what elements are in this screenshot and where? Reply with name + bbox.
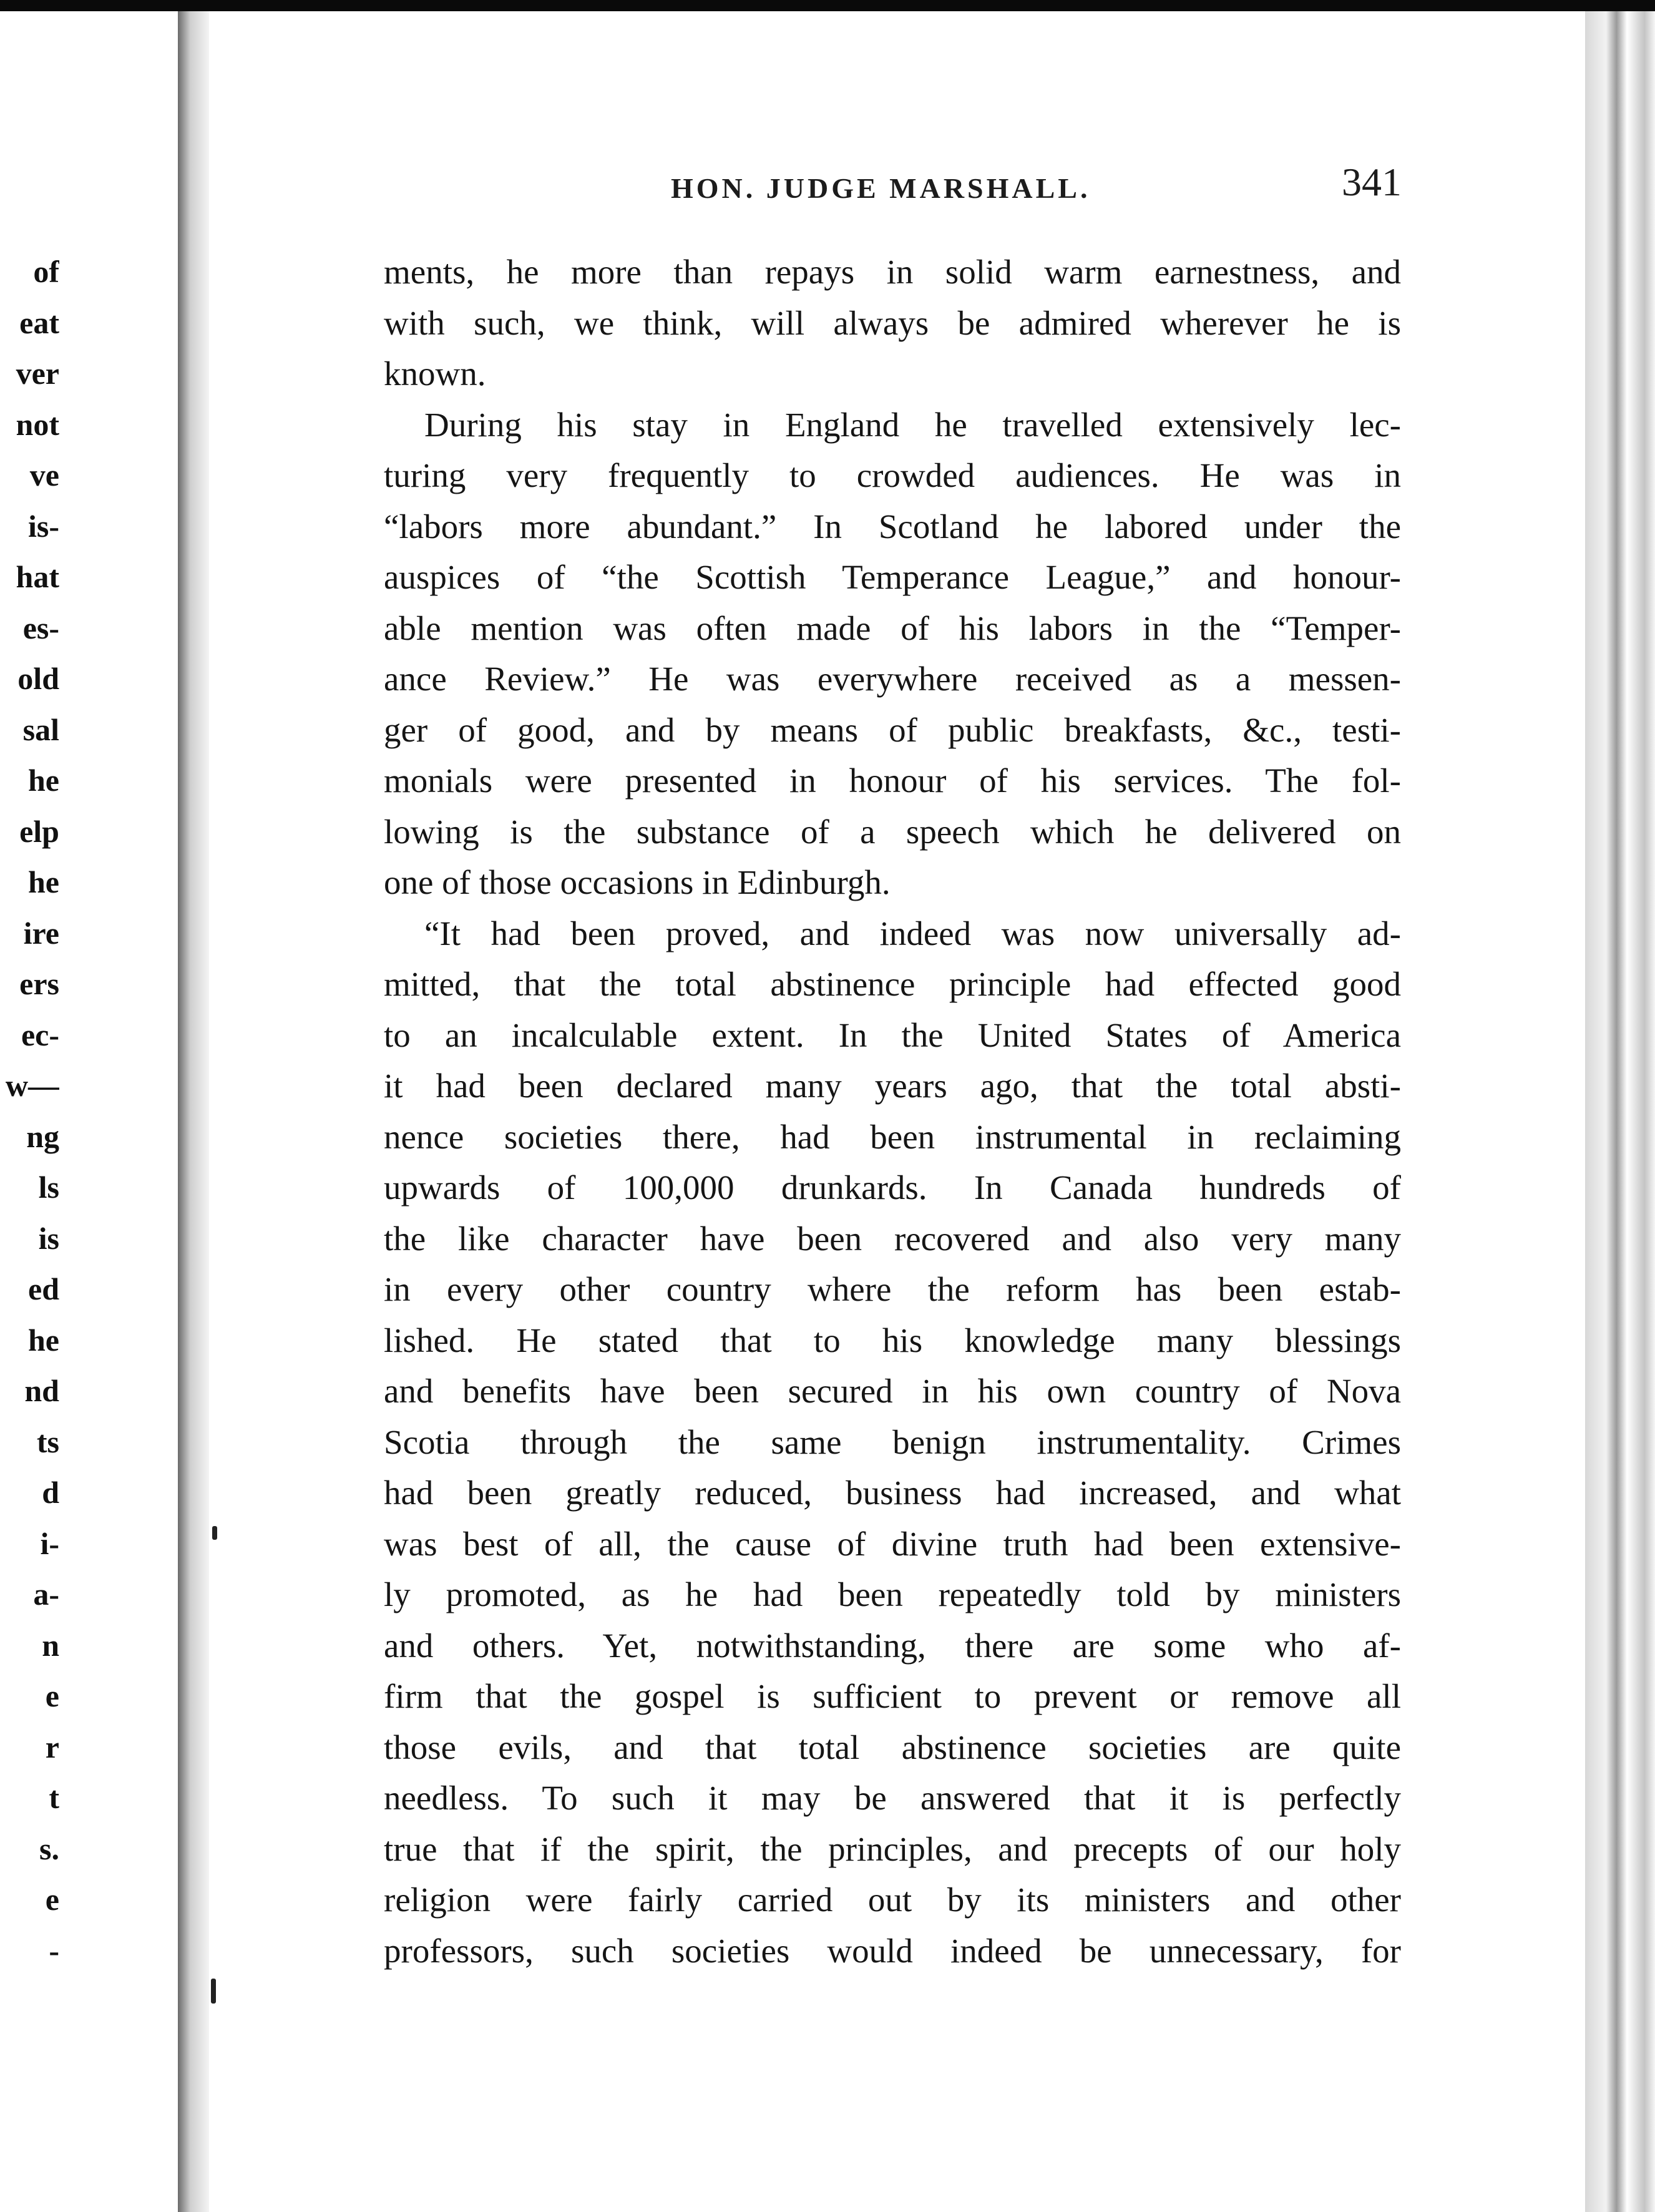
facing-page-fragment: he — [28, 1322, 59, 1358]
facing-page-fragment: e — [45, 1678, 59, 1713]
facing-page-fragment: nd — [24, 1373, 59, 1408]
facing-page-fragment: ers — [19, 966, 59, 1001]
text-line: nence societies there, had been instrumental in reclaiming — [384, 1117, 1401, 1156]
facing-page-fragment: ire — [23, 915, 59, 951]
facing-page-fragment: of — [33, 254, 59, 289]
text-line: the like character have been recovered and also very many — [384, 1219, 1401, 1258]
facing-page-fragment: a- — [33, 1577, 59, 1612]
facing-page-fragment: es- — [22, 610, 59, 645]
scan-top-border — [0, 0, 1655, 11]
facing-page-fragment: r — [45, 1729, 59, 1764]
facing-page-fragment: ver — [16, 356, 59, 391]
text-line: lished. He stated that to his knowledge many blessings — [384, 1321, 1401, 1359]
text-line: ance Review.” He was everywhere received as a messen- — [384, 660, 1401, 698]
text-line: firm that the gospel is sufficient to prevent or remove all — [384, 1677, 1401, 1715]
scan-speck — [211, 1979, 216, 2004]
text-line: monials were presented in honour of his services. The fol- — [384, 761, 1401, 800]
body-text — [384, 247, 1401, 1976]
text-line: true that if the spirit, the principles, and precepts of our holy — [384, 1829, 1401, 1868]
facing-page-fragment: w— — [5, 1068, 59, 1103]
text-line: mitted, that the total abstinence principle had effected good — [384, 965, 1401, 1003]
facing-page-fragment: n — [42, 1627, 59, 1663]
text-line: and benefits have been secured in his own country of Nova — [384, 1372, 1401, 1410]
text-line: lowing is the substance of a speech which he delivered on — [384, 812, 1401, 851]
facing-page-fragment: e — [45, 1882, 59, 1917]
page-edge-shadow — [1585, 11, 1655, 2212]
text-line: and others. Yet, notwithstanding, there are some who af- — [384, 1626, 1401, 1665]
facing-page-fragment: d — [42, 1475, 59, 1510]
text-line: turing very frequently to crowded audiences. He was in — [384, 456, 1401, 494]
text-line: in every other country where the reform has been estab- — [384, 1270, 1401, 1308]
scan-speck — [212, 1526, 217, 1540]
facing-page-fragment: ve — [29, 458, 59, 492]
facing-page-fragment: ed — [28, 1271, 59, 1306]
text-line: with such, we think, will always be admired wherever he is — [384, 303, 1401, 342]
text-line: one of those occasions in Edinburgh. — [384, 863, 891, 901]
facing-page-fragment: elp — [19, 813, 59, 849]
text-line: ments, he more than repays in solid warm earnestness, and — [384, 253, 1401, 291]
text-line: Scotia through the same benign instrumentality. Crimes — [384, 1422, 1401, 1461]
facing-page-fragment: - — [49, 1932, 59, 1968]
facing-page-fragment: old — [17, 661, 59, 696]
facing-page-fragment: he — [28, 763, 59, 798]
facing-page-fragment: ts — [36, 1424, 59, 1459]
facing-page-fragment: ls — [38, 1170, 59, 1205]
facing-page-fragments — [0, 247, 59, 1976]
facing-page-fragment: eat — [19, 305, 59, 340]
text-line: had been greatly reduced, business had increased, and what — [384, 1474, 1401, 1512]
text-line: upwards of 100,000 drunkards. In Canada hundreds of — [384, 1168, 1401, 1206]
facing-page-fragment: is- — [28, 508, 59, 544]
text-line: religion were fairly carried out by its ministers and other — [384, 1881, 1401, 1919]
text-line: “labors more abundant.” In Scotland he labored under the — [384, 507, 1401, 546]
page-number: 341 — [1342, 160, 1402, 204]
text-line: those evils, and that total abstinence societies are quite — [384, 1728, 1401, 1766]
facing-page-fragment: sal — [22, 712, 59, 747]
facing-page-fragment: is — [38, 1220, 59, 1256]
facing-page-fragment: ec- — [21, 1017, 59, 1052]
facing-page-fragment: i- — [40, 1525, 59, 1561]
facing-page-fragment: not — [16, 406, 59, 442]
facing-page-fragment: t — [49, 1780, 59, 1815]
text-line: auspices of “the Scottish Temperance League,” and honour- — [384, 558, 1401, 596]
facing-page-fragment: he — [28, 864, 59, 899]
text-line: it had been declared many years ago, that the total absti- — [384, 1067, 1401, 1105]
text-line: “It had been proved, and indeed was now universally ad- — [424, 914, 1401, 952]
text-line: to an incalculable extent. In the United States of America — [384, 1015, 1401, 1054]
facing-page-fragment: ng — [26, 1118, 59, 1154]
text-line: able mention was often made of his labors in the “Temper- — [384, 609, 1401, 647]
text-line: ger of good, and by means of public breakfasts, &c., testi- — [384, 710, 1401, 749]
book-gutter-shadow — [178, 11, 209, 2212]
facing-page-fragment: hat — [16, 559, 59, 594]
text-line: ly promoted, as he had been repeatedly told by ministers — [384, 1575, 1401, 1613]
text-line: known. — [384, 355, 486, 393]
running-head: HON. JUDGE MARSHALL. — [671, 172, 1091, 204]
text-line: professors, such societies would indeed be unnecessary, for — [384, 1931, 1401, 1970]
text-line: was best of all, the cause of divine truth had been extensive- — [384, 1524, 1401, 1563]
text-line: During his stay in England he travelled extensively lec- — [424, 405, 1401, 444]
facing-page-fragment: s. — [39, 1831, 59, 1866]
text-line: needless. To such it may be answered that it is perfectly — [384, 1779, 1401, 1817]
